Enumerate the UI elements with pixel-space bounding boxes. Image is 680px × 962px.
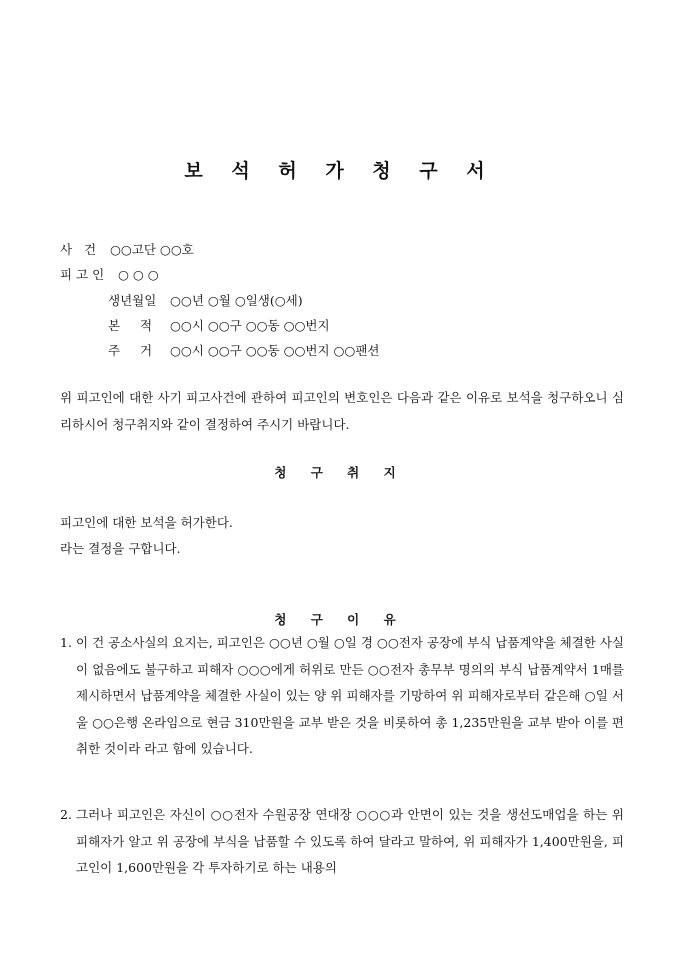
reason-item-1 (60, 630, 624, 763)
defendant-label: 피 고 인 (60, 267, 105, 282)
address-value: ○○시 ○○구 ○○동 ○○번지 ○○팬션 (170, 343, 380, 358)
reason-number: 1. (60, 635, 72, 650)
reason-item-2 (60, 802, 624, 882)
domicile-label: 본 적 (108, 318, 153, 333)
purpose-line-1: 피고인에 대한 보석을 허가한다. (60, 515, 233, 530)
domicile-value: ○○시 ○○구 ○○동 ○○번지 (170, 318, 330, 333)
reason-text: 그러나 피고인은 자신이 ○○전자 수원공장 연대장 ○○○과 안면이 있는 것을 생선도매업을 하는 위 피해자가 알고 위 공장에 부식을 납품할 수 있도록 하여 달라고 말하여, 위 피해자가 1,400만원을, 피고인이 1,600만원을 각 투자하기로 하는 내용의 (76, 807, 624, 875)
document-title: 보 석 허 가 청 구 서 (184, 160, 496, 182)
defendant-row (60, 265, 159, 283)
reasons-heading: 청 구 이 유 (274, 612, 406, 627)
address-row (108, 341, 380, 359)
intro-paragraph: 위 피고인에 대한 사기 피고사건에 관하여 피고인의 변호인은 다음과 같은 이유로 보석을 청구하오니 심리하시어 청구취지와 같이 결정하여 주시기 바랍니다. (60, 390, 624, 432)
case-row (60, 240, 194, 258)
purpose-heading: 청 구 취 지 (274, 465, 406, 480)
birth-value: ○○년 ○월 ○일생(○세) (170, 293, 303, 308)
domicile-row (108, 316, 330, 334)
address-label: 주 거 (108, 343, 153, 358)
birth-label: 생년월일 (108, 293, 157, 308)
reason-text: 이 건 공소사실의 요지는, 피고인은 ○○년 ○월 ○일 경 ○○전자 공장에 부식 납품계약을 체결한 사실이 없음에도 불구하고 피해자 ○○○에게 허위로 만든 ○○전자 총무부 명의의 부식 납품계약서 1매를 제시하면서 납품계약을 체결한 사실이 있는 양 위 피해자를 기망하여 위 피해자로부터 같은해 ○일 서울 ○○은행 온라임으로 현금 310만원을 교부 받은 것을 비롯하여 총 1,235만원을 교부 받아 이를 편취한 것이라 라고 함에 있습니다. (76, 635, 624, 756)
case-label: 사 건 (60, 242, 97, 257)
defendant-value: ○ ○ ○ (118, 267, 159, 282)
case-value: ○○고단 ○○호 (110, 242, 194, 257)
birth-row (108, 291, 303, 309)
reason-number: 2. (60, 807, 72, 822)
purpose-line-2: 라는 결정을 구합니다. (60, 541, 181, 556)
